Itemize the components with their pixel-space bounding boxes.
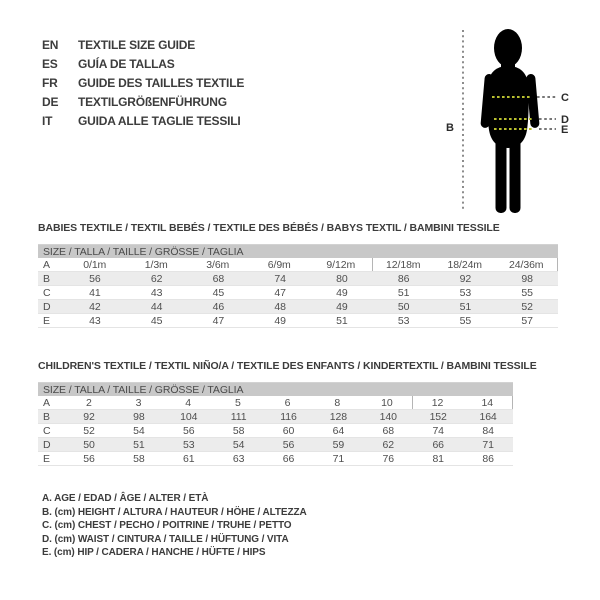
children-cell: 51: [133, 439, 145, 451]
children-size-header: SIZE / TALLA / TAILLE / GRÖSSE / TAGLIA: [38, 382, 513, 396]
language-item: [42, 36, 244, 55]
children-cell: 76: [382, 453, 395, 465]
legend-item: A. AGE / EDAD / ÂGE / ALTER / ETÀ: [42, 493, 209, 504]
children-row-E: [38, 452, 513, 466]
children-cell: 61: [182, 453, 195, 465]
children-cell: 8: [334, 397, 341, 409]
children-cell: 164: [479, 411, 497, 423]
children-cell: 52: [83, 425, 95, 437]
children-row-label: C: [43, 425, 51, 437]
babies-cell: 55: [521, 287, 533, 299]
children-cell: 5: [234, 397, 241, 409]
children-cell: 50: [83, 439, 95, 451]
language-title-list: [42, 36, 244, 131]
children-cell: 56: [282, 439, 295, 451]
children-row-label: A: [43, 397, 50, 409]
children-cell: 56: [83, 453, 95, 465]
children-cell: 68: [382, 425, 395, 437]
children-cell: 59: [332, 439, 345, 451]
babies-cell: 42: [89, 301, 101, 313]
childrens-section: [38, 360, 537, 466]
babies-cell: 46: [212, 301, 225, 313]
children-cell: 54: [133, 425, 145, 437]
babies-cell: 48: [274, 301, 286, 313]
children-cell: 66: [432, 439, 444, 451]
language-code: FR: [42, 76, 58, 90]
babies-cell: 1/3m: [144, 259, 168, 271]
babies-row-label: B: [43, 273, 50, 285]
babies-cell: 24/36m: [496, 258, 559, 271]
children-cell: 53: [182, 439, 195, 451]
chest-label-c: C: [561, 92, 569, 104]
babies-cell: 9/12m: [326, 259, 356, 271]
children-cell: 74: [432, 425, 444, 437]
language-code: IT: [42, 114, 53, 128]
child-silhouette: [480, 29, 539, 213]
babies-cell: 0/1m: [83, 259, 107, 271]
babies-row-label: E: [43, 315, 50, 327]
children-row-label: B: [43, 411, 50, 423]
children-cell: 152: [429, 411, 447, 423]
babies-cell: 86: [397, 273, 410, 285]
language-title: GUIDA ALLE TAGLIE TESSILI: [78, 114, 241, 128]
child-figure-svg: [440, 16, 600, 228]
children-cell: 81: [432, 453, 444, 465]
babies-cell: 41: [89, 287, 101, 299]
language-item: [42, 74, 244, 93]
children-cell: 58: [133, 453, 145, 465]
babies-table: [38, 244, 558, 328]
children-cell: 86: [482, 453, 494, 465]
babies-cell: 47: [212, 315, 225, 327]
babies-row-C: [38, 286, 558, 300]
child-figure-diagram: [440, 16, 600, 228]
babies-table-title: BABIES TEXTILE / TEXTIL BEBÉS / TEXTILE DES BÉBÉS / BABYS TEXTIL / BAMBINI TESSILE: [38, 222, 500, 234]
babies-row-label: C: [43, 287, 51, 299]
children-cell: 56: [182, 425, 195, 437]
language-code: DE: [42, 95, 59, 109]
children-row-D: [38, 438, 513, 452]
children-cell: 71: [332, 453, 345, 465]
babies-cell: 51: [397, 287, 410, 299]
babies-size-header: SIZE / TALLA / TAILLE / GRÖSSE / TAGLIA: [38, 244, 558, 258]
babies-cell: 51: [459, 301, 472, 313]
children-cell: 71: [482, 439, 494, 451]
babies-cell: 50: [397, 301, 410, 313]
babies-cell: 47: [274, 287, 286, 299]
babies-cell: 52: [521, 301, 533, 313]
babies-section: [38, 222, 558, 328]
children-cell: 12: [412, 396, 463, 409]
babies-row-label: D: [43, 301, 51, 313]
children-cell: 58: [232, 425, 245, 437]
babies-row-A: [38, 258, 558, 272]
babies-cell: 12/18m: [372, 258, 435, 271]
babies-cell: 45: [212, 287, 225, 299]
babies-cell: 49: [336, 301, 348, 313]
babies-cell: 49: [274, 315, 286, 327]
children-cell: 10: [381, 397, 393, 409]
babies-cell: 43: [89, 315, 101, 327]
children-cell: 2: [85, 397, 92, 409]
babies-cell: 51: [336, 315, 348, 327]
children-row-A: [38, 396, 513, 410]
children-cell: 3: [135, 397, 142, 409]
children-row-label: D: [43, 439, 51, 451]
language-title: GUIDE DES TAILLES TEXTILE: [78, 76, 245, 90]
babies-cell: 92: [459, 273, 472, 285]
children-cell: 92: [83, 411, 95, 423]
language-item: [42, 93, 244, 112]
childrens-table-title: CHILDREN'S TEXTILE / TEXTIL NIÑO/A / TEXTILE DES ENFANTS / KINDERTEXTIL / BAMBINI TESSILE: [38, 360, 537, 372]
children-cell: 14: [462, 396, 513, 409]
children-cell: 62: [382, 439, 395, 451]
children-cell: 66: [282, 453, 295, 465]
children-cell: 140: [379, 411, 397, 423]
children-cell: 111: [230, 411, 247, 423]
babies-cell: 43: [150, 287, 163, 299]
children-cell: 4: [185, 397, 192, 409]
children-cell: 60: [282, 425, 295, 437]
language-item: [42, 55, 244, 74]
children-cell: 84: [482, 425, 494, 437]
babies-cell: 49: [336, 287, 348, 299]
measurement-legend: [42, 492, 307, 560]
legend-item: C. (cm) CHEST / PECHO / POITRINE / TRUHE / PETTO: [42, 520, 292, 532]
babies-cell: 98: [521, 273, 533, 285]
childrens-table: [38, 382, 513, 466]
babies-row-B: [38, 272, 558, 286]
babies-cell: 18/24m: [447, 259, 482, 271]
babies-cell: 45: [150, 315, 163, 327]
babies-cell: 74: [274, 273, 286, 285]
babies-cell: 53: [459, 287, 472, 299]
children-cell: 64: [332, 425, 345, 437]
hip-label-e: E: [561, 124, 569, 136]
language-title: TEXTILGRÖßENFÜHRUNG: [78, 95, 227, 109]
children-cell: 104: [180, 411, 198, 423]
babies-cell: 68: [212, 273, 225, 285]
children-cell: 98: [133, 411, 145, 423]
babies-cell: 44: [150, 301, 163, 313]
children-cell: 63: [232, 453, 245, 465]
children-row-C: [38, 424, 513, 438]
language-title: GUÍA DE TALLAS: [78, 57, 175, 71]
legend-item: D. (cm) WAIST / CINTURA / TAILLE / HÜFTUNG / VITA: [42, 533, 289, 545]
children-cell: 128: [329, 411, 348, 423]
babies-cell: 55: [459, 315, 472, 327]
language-item: [42, 112, 244, 131]
babies-cell: 57: [521, 315, 533, 327]
language-code: ES: [42, 57, 58, 71]
babies-row-D: [38, 300, 558, 314]
babies-cell: 80: [336, 273, 348, 285]
children-cell: 6: [284, 397, 291, 409]
babies-row-E: [38, 314, 558, 328]
babies-cell: 62: [150, 273, 163, 285]
babies-cell: 53: [397, 315, 410, 327]
language-title: TEXTILE SIZE GUIDE: [78, 38, 196, 52]
babies-cell: 6/9m: [267, 259, 291, 271]
children-row-label: E: [43, 453, 50, 465]
waist-label-d: D: [561, 114, 569, 126]
babies-cell: 3/6m: [206, 259, 230, 271]
babies-row-label: A: [43, 259, 50, 271]
language-code: EN: [42, 38, 59, 52]
height-label-b: B: [446, 122, 454, 134]
legend-item: E. (cm) HIP / CADERA / HANCHE / HÜFTE / HIPS: [42, 547, 266, 559]
children-row-B: [38, 410, 513, 424]
babies-cell: 56: [89, 273, 101, 285]
children-cell: 116: [280, 411, 297, 423]
legend-item: B. (cm) HEIGHT / ALTURA / HAUTEUR / HÖHE / ALTEZZA: [42, 506, 307, 518]
children-cell: 54: [232, 439, 245, 451]
